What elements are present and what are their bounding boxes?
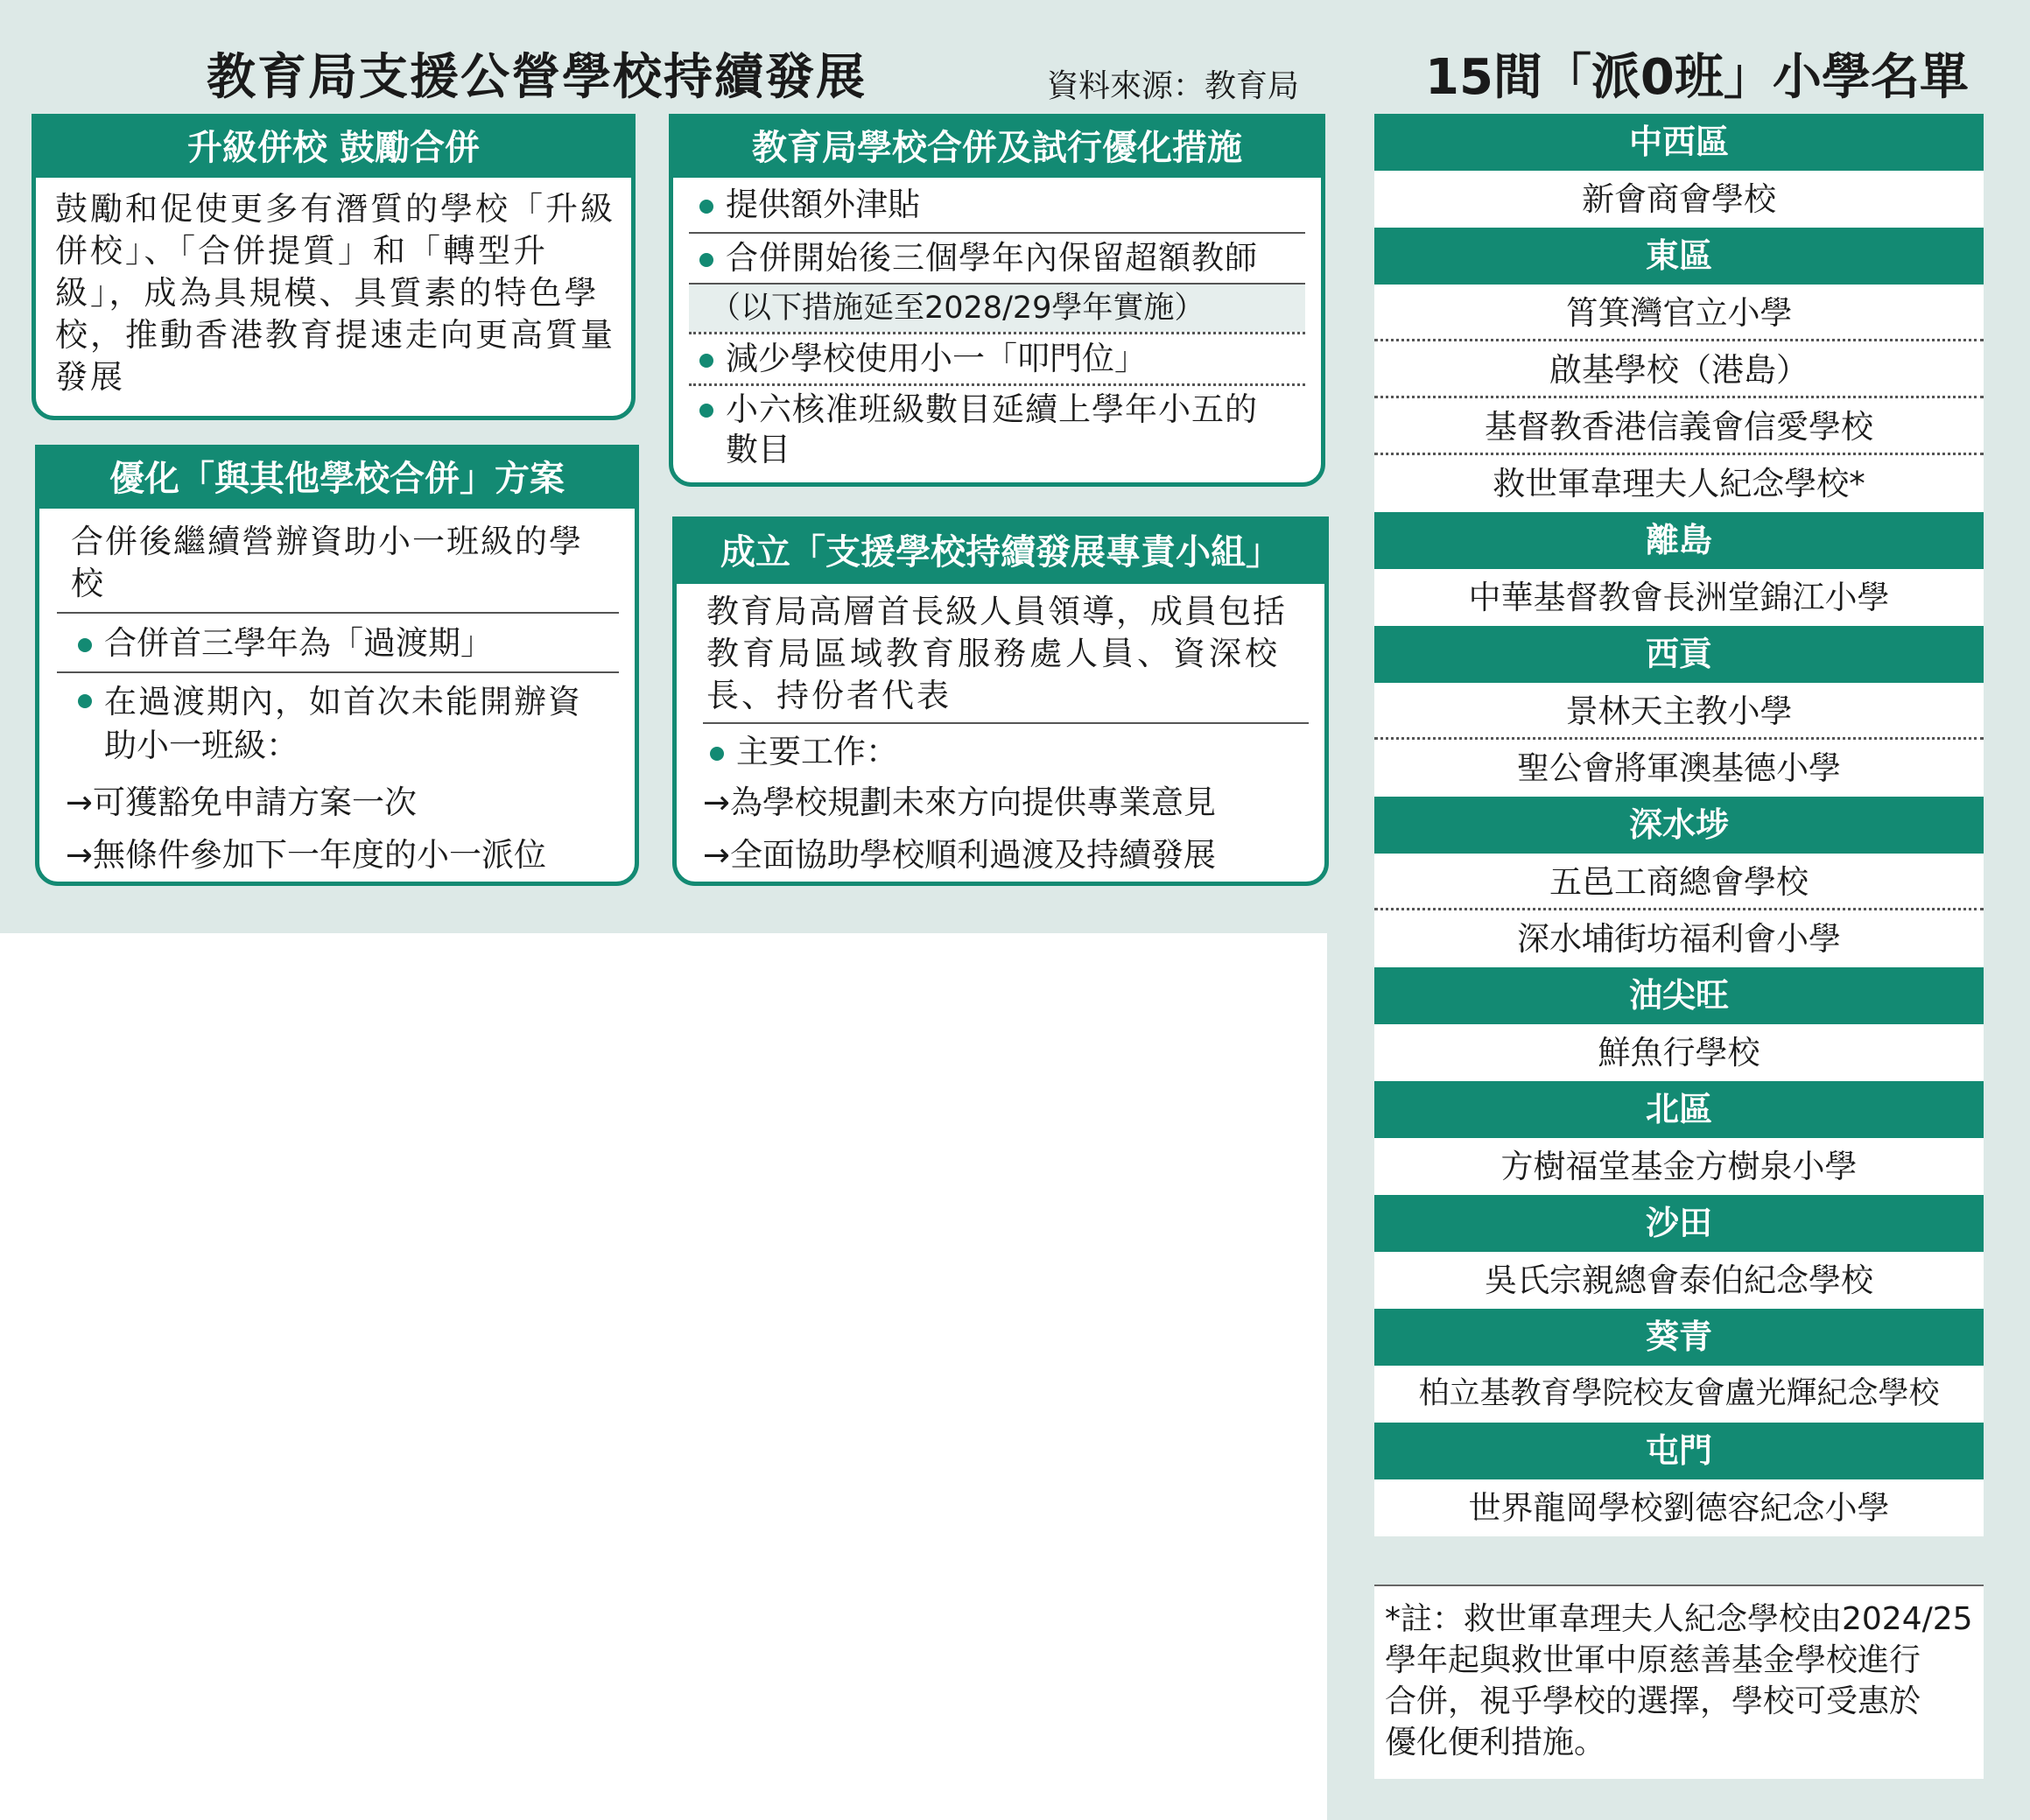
district-header: 屯門 — [1374, 1423, 1984, 1479]
bullet-item: 合併首三學年為「過渡期」 — [39, 614, 635, 671]
bullet-icon — [78, 694, 92, 708]
district-header: 北區 — [1374, 1081, 1984, 1138]
district-header: 葵青 — [1374, 1309, 1984, 1366]
bullet-item: 合併開始後三個學年內保留超額教師 — [673, 234, 1321, 283]
bullet-item: 在過渡期內，如首次未能開辦資 助小一班級： — [39, 673, 635, 768]
box-task-force-line: 長、持份者代表 — [706, 677, 952, 714]
arrow-item: →為學校規劃未來方向提供專業意見 — [703, 784, 1217, 821]
box-upgrade-merge-line: 級」，成為具規模、具質素的特色學 — [55, 274, 600, 312]
box-task-force-title: 成立「支援學校持續發展專責小組」 — [677, 521, 1324, 584]
box-merge-scheme — [35, 445, 639, 886]
box-upgrade-merge-line: 發展 — [55, 358, 125, 396]
source-label: 資料來源：教育局 — [1047, 68, 1300, 104]
box-task-force-line: 教育局高層首長級人員領導，成員包括 — [706, 593, 1287, 630]
bullet-item: 主要工作： — [677, 724, 1324, 776]
footnote-line: 優化便利措施。 — [1385, 1725, 1606, 1760]
bullet-item: 減少學校使用小一「叩門位」 — [673, 334, 1321, 383]
box-merge-scheme-title: 優化「與其他學校合併」方案 — [39, 449, 635, 509]
box-merge-measures-title: 教育局學校合併及試行優化措施 — [673, 118, 1321, 178]
box-task-force-line: 教育局區域教育服務處人員、資深校 — [706, 635, 1281, 672]
district-header: 沙田 — [1374, 1195, 1984, 1252]
school-item: 景林天主教小學 — [1374, 683, 1984, 740]
school-item: 中華基督教會長洲堂錦江小學 — [1374, 569, 1984, 626]
box-task-force — [672, 516, 1329, 886]
school-item: 深水埔街坊福利會小學 — [1374, 910, 1984, 967]
school-item: 五邑工商總會學校 — [1374, 854, 1984, 910]
school-item: 基督教香港信義會信愛學校 — [1374, 398, 1984, 455]
box-merge-scheme-intro: 合併後繼續營辦資助小一班級的學 — [71, 523, 583, 560]
bullet-icon — [710, 747, 724, 761]
school-list-title: 15間「派0班」小學名單 — [1425, 49, 1969, 106]
district-header: 油尖旺 — [1374, 967, 1984, 1024]
district-header: 西貢 — [1374, 626, 1984, 683]
school-item: 聖公會將軍澳基德小學 — [1374, 740, 1984, 797]
footnote-line: *註：救世軍韋理夫人紀念學校由2024/25 — [1385, 1601, 1973, 1637]
bullet-icon — [699, 253, 713, 267]
bullet-item: 提供額外津貼 — [673, 178, 1321, 232]
bullet-icon — [699, 404, 713, 418]
arrow-item: →全面協助學校順利過渡及持續發展 — [703, 836, 1217, 874]
box-merge-measures — [669, 114, 1325, 487]
box-upgrade-merge-line: 鼓勵和促使更多有潛質的學校「升級 — [55, 190, 615, 228]
bullet-item: 小六核准班級數目延續上學年小五的 數目 — [673, 386, 1321, 470]
school-item: 救世軍韋理夫人紀念學校* — [1374, 455, 1984, 512]
school-item: 啟基學校（港島） — [1374, 341, 1984, 398]
school-item: 鮮魚行學校 — [1374, 1024, 1984, 1081]
school-item: 方樹福堂基金方樹泉小學 — [1374, 1138, 1984, 1195]
arrow-item: →無條件參加下一年度的小一派位 — [66, 836, 547, 874]
bullet-icon — [78, 638, 92, 652]
box-upgrade-merge-line: 併校」、「合併提質」和「轉型升 — [55, 232, 548, 270]
main-title: 教育局支援公營學校持續發展 — [207, 49, 867, 106]
school-list — [1374, 114, 1984, 1536]
arrow-item: →可獲豁免申請方案一次 — [66, 784, 418, 821]
district-header: 東區 — [1374, 228, 1984, 285]
footnote-line: 合併，視乎學校的選擇，學校可受惠於 — [1385, 1683, 1921, 1719]
box-upgrade-merge-line: 校，推動香港教育提速走向更高質量 — [55, 316, 615, 354]
school-item: 吳氏宗親總會泰伯紀念學校 — [1374, 1252, 1984, 1309]
school-item: 新會商會學校 — [1374, 171, 1984, 228]
school-item: 世界龍岡學校劉德容紀念小學 — [1374, 1479, 1984, 1536]
box-merge-scheme-intro: 校 — [71, 565, 106, 602]
box-upgrade-merge — [32, 114, 636, 420]
footnote-line: 學年起與救世軍中原慈善基金學校進行 — [1385, 1642, 1921, 1678]
footnote — [1374, 1585, 1984, 1779]
box-upgrade-merge-title: 升級併校 鼓勵合併 — [36, 118, 631, 178]
district-header: 離島 — [1374, 512, 1984, 569]
district-header: 中西區 — [1374, 114, 1984, 171]
district-header: 深水埗 — [1374, 797, 1984, 854]
school-item: 筲箕灣官立小學 — [1374, 285, 1984, 341]
bullet-icon — [699, 354, 713, 368]
school-item: 柏立基教育學院校友會盧光輝紀念學校 — [1374, 1366, 1984, 1423]
bullet-icon — [699, 200, 713, 214]
implementation-note: （以下措施延至2028/29學年實施） — [689, 283, 1305, 332]
